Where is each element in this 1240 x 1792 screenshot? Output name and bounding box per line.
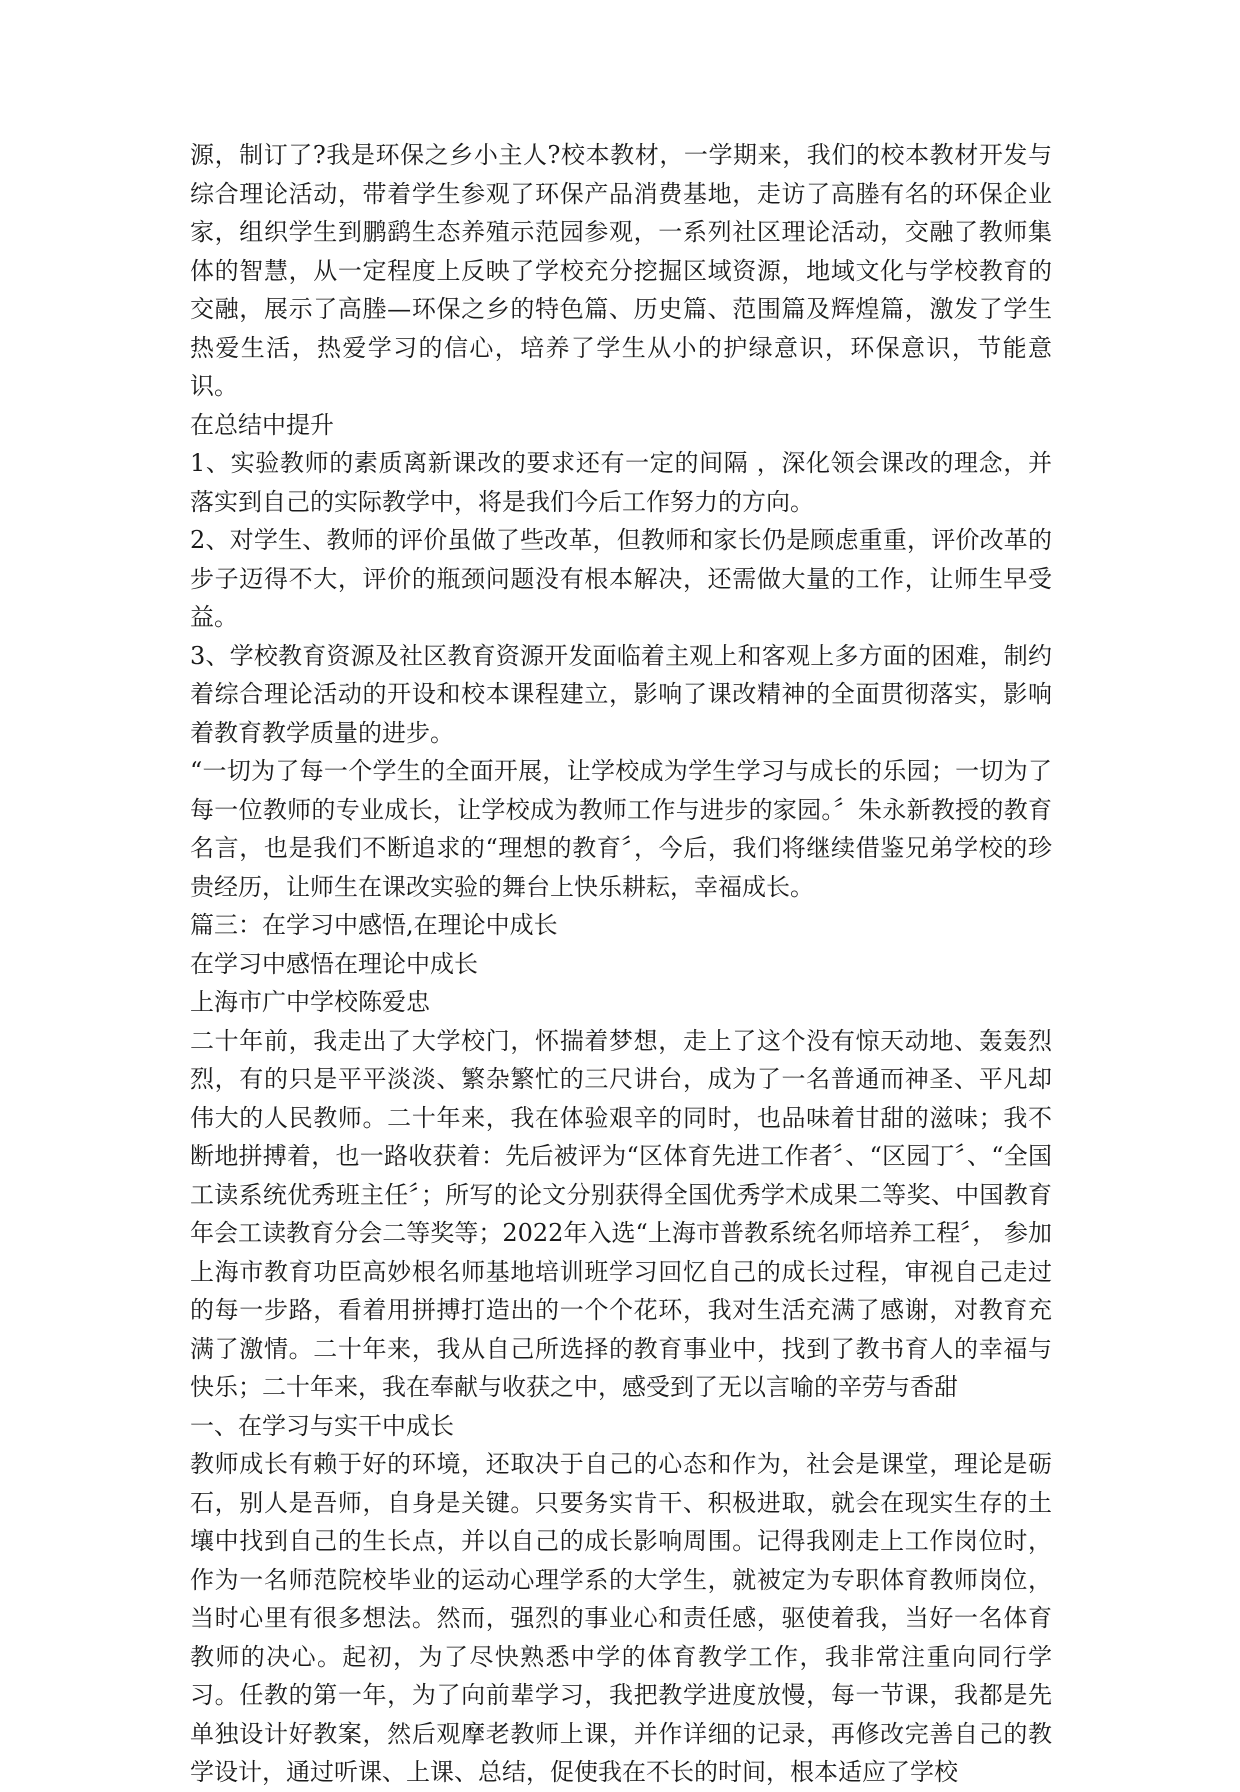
- list-item-3: 3、学校教育资源及社区教育资源开发面临着主观上和客观上多方面的困难，制约着综合理论活动的开设和校本课程建立，影响了课改精神的全面贯彻落实，影响着教育教学质量的进步。: [190, 641, 1052, 747]
- paragraph-teacher-growth: 教师成长有赖于好的环境，还取决于自己的心态和作为，社会是课堂，理论是砺石，别人是吾师，自身是关键。只要务实肯干、积极进取，就会在现实生存的土壤中找到自己的生长点，并以自己的成长影响周围。记得我刚走上工作岗位时，作为一名师范院校毕业的运动心理学系的大学生，就被定为专职体育教师岗位，当时心里有很多想法。然而，强烈的事业心和责任感，驱使着我，当好一名体育教师的决心。起初，为了尽快熟悉中学的体育教学工作，我非常注重向同行学习。任教的第一年，为了向前辈学习，我把教学进度放慢，每一节课，我都是先单独设计好教案，然后观摩老教师上课，并作详细的记录，再修改完善自己的教学设计，通过听课、上课、总结，促使我在不长的时间，根本适应了学校: [190, 1450, 1052, 1786]
- article-title: 在学习中感悟在理论中成长: [190, 949, 478, 978]
- paragraph-quote: “一切为了每一个学生的全面开展，让学校成为学生学习与成长的乐园；一切为了每一位教师的专业成长，让学校成为教师工作与进步的家园。〞朱永新教授的教育名言，也是我们不断追求的“理想的教育〞，今后，我们将继续借鉴兄弟学校的珍贵经历，让师生在课改实验的舞台上快乐耕耘，幸福成长。: [190, 757, 1052, 901]
- paragraph-twenty-years: 二十年前，我走出了大学校门，怀揣着梦想，走上了这个没有惊天动地、轰轰烈烈，有的只是平平淡淡、繁杂繁忙的三尺讲台，成为了一名普通而神圣、平凡却伟大的人民教师。二十年来，我在体验艰辛的同时，也品味着甘甜的滋味；我不断地拼搏着，也一路收获着：先后被评为“区体育先进工作者〞、“区园丁〞、“全国工读系统优秀班主任〞；所写的论文分别获得全国优秀学术成果二等奖、中国教育年会工读教育分会二等奖等；2022年入选“上海市普教系统名师培养工程〞， 参加上海市教育功臣高妙根名师基地培训班学习回忆自己的成长过程，审视自己走过的每一步路，看着用拼搏打造出的一个个花环，我对生活充满了感谢，对教育充满了激情。二十年来，我从自己所选择的教育事业中，找到了教书育人的幸福与快乐；二十年来，我在奉献与收获之中，感受到了无以言喻的辛劳与香甜: [190, 1026, 1052, 1401]
- heading-section-one: 一、在学习与实干中成长: [190, 1411, 454, 1440]
- paragraph-environmental-curriculum: 源，制订了?我是环保之乡小主人?校本教材，一学期来，我们的校本教材开发与综合理论活动，带着学生参观了环保产品消费基地，走访了高塍有名的环保企业家，组织学生到鹏鹞生态养殖示范园参观，一系列社区理论活动，交融了教师集体的智慧，从一定程度上反映了学校充分挖掘区域资源，地域文化与学校教育的交融，展示了高塍—环保之乡的特色篇、历史篇、范围篇及辉煌篇，激发了学生热爱生活，热爱学习的信心，培养了学生从小的护绿意识，环保意识，节能意识。: [190, 141, 1052, 400]
- list-item-2: 2、对学生、教师的评价虽做了些改革，但教师和家长仍是顾虑重重，评价改革的步子迈得不大，评价的瓶颈问题没有根本解决，还需做大量的工作，让师生早受益。: [190, 526, 1052, 631]
- heading-improve-in-summary: 在总结中提升: [190, 410, 334, 439]
- article-author: 上海市广中学校陈爱忠: [190, 988, 430, 1016]
- heading-chapter-three: 篇三：在学习中感悟,在理论中成长: [190, 911, 558, 939]
- document-page: [190, 136, 1052, 1792]
- list-item-1: 1、实验教师的素质离新课改的要求还有一定的间隔 ，深化领会课改的理念，并落实到自己的实际教学中，将是我们今后工作努力的方向。: [190, 449, 1052, 516]
